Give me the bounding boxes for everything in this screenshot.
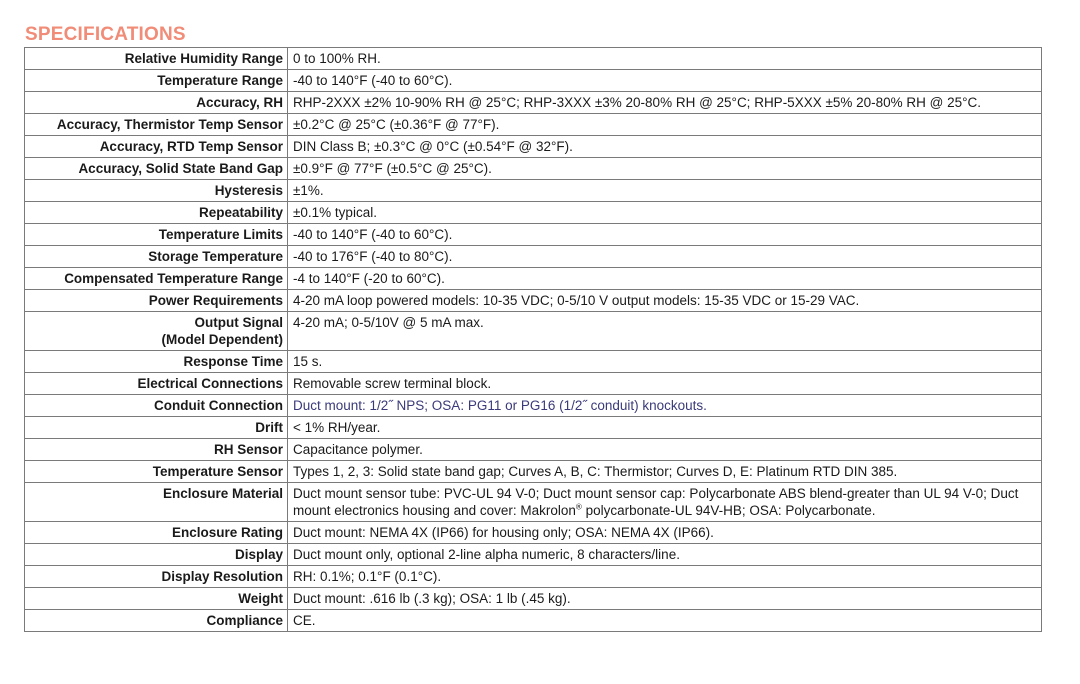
table-row xyxy=(25,70,1042,92)
table-row xyxy=(25,48,1042,70)
spec-value: ±1%. xyxy=(288,180,1042,202)
spec-label: Storage Temperature xyxy=(25,246,288,268)
spec-label: Accuracy, Thermistor Temp Sensor xyxy=(25,114,288,136)
table-row xyxy=(25,566,1042,588)
table-row xyxy=(25,312,1042,351)
specifications-section xyxy=(24,24,1042,632)
spec-label: Temperature Limits xyxy=(25,224,288,246)
section-title: SPECIFICATIONS xyxy=(25,24,186,45)
spec-value: RHP-2XXX ±2% 10-90% RH @ 25°C; RHP-3XXX ±3% 20-80% RH @ 25°C; RHP-5XXX ±5% 20-80% RH @ 25°C. xyxy=(288,92,1042,114)
spec-value: ±0.2°C @ 25°C (±0.36°F @ 77°F). xyxy=(288,114,1042,136)
spec-label: Compensated Temperature Range xyxy=(25,268,288,290)
spec-label: Relative Humidity Range xyxy=(25,48,288,70)
spec-value: RH: 0.1%; 0.1°F (0.1°C). xyxy=(288,566,1042,588)
spec-value: Types 1, 2, 3: Solid state band gap; Curves A, B, C: Thermistor; Curves D, E: Platinum RTD DIN 385. xyxy=(288,461,1042,483)
spec-label: Compliance xyxy=(25,610,288,632)
spec-label: Accuracy, RH xyxy=(25,92,288,114)
spec-label: Repeatability xyxy=(25,202,288,224)
spec-value: -40 to 140°F (-40 to 60°C). xyxy=(288,224,1042,246)
spec-label: Response Time xyxy=(25,351,288,373)
spec-label: Accuracy, Solid State Band Gap xyxy=(25,158,288,180)
table-row xyxy=(25,461,1042,483)
spec-value: Removable screw terminal block. xyxy=(288,373,1042,395)
spec-value: ±0.1% typical. xyxy=(288,202,1042,224)
spec-label: Display Resolution xyxy=(25,566,288,588)
registered-mark: ® xyxy=(575,502,582,512)
spec-label: Electrical Connections xyxy=(25,373,288,395)
spec-value: 0 to 100% RH. xyxy=(288,48,1042,70)
table-row xyxy=(25,180,1042,202)
spec-value: ±0.9°F @ 77°F (±0.5°C @ 25°C). xyxy=(288,158,1042,180)
table-row xyxy=(25,202,1042,224)
specifications-table xyxy=(24,47,1042,632)
table-row xyxy=(25,544,1042,566)
spec-label: Accuracy, RTD Temp Sensor xyxy=(25,136,288,158)
spec-value: 4-20 mA; 0-5/10V @ 5 mA max. xyxy=(288,312,1042,351)
table-row xyxy=(25,588,1042,610)
spec-label-line: Output Signal xyxy=(194,315,283,330)
table-row xyxy=(25,522,1042,544)
spec-value: Duct mount only, optional 2-line alpha numeric, 8 characters/line. xyxy=(288,544,1042,566)
table-row xyxy=(25,246,1042,268)
spec-label: Weight xyxy=(25,588,288,610)
spec-label: Conduit Connection xyxy=(25,395,288,417)
table-row xyxy=(25,417,1042,439)
spec-value: Duct mount: NEMA 4X (IP66) for housing only; OSA: NEMA 4X (IP66). xyxy=(288,522,1042,544)
spec-label: RH Sensor xyxy=(25,439,288,461)
table-row xyxy=(25,483,1042,522)
table-row xyxy=(25,268,1042,290)
spec-value-text: polycarbonate-UL 94V-HB; OSA: Polycarbonate. xyxy=(581,503,876,518)
table-row xyxy=(25,610,1042,632)
spec-value: DIN Class B; ±0.3°C @ 0°C (±0.54°F @ 32°F). xyxy=(288,136,1042,158)
spec-label-line: (Model Dependent) xyxy=(161,332,283,347)
spec-label: Enclosure Material xyxy=(25,483,288,522)
spec-label: Temperature Range xyxy=(25,70,288,92)
table-row xyxy=(25,351,1042,373)
table-row xyxy=(25,136,1042,158)
table-row xyxy=(25,373,1042,395)
spec-value: -40 to 140°F (-40 to 60°C). xyxy=(288,70,1042,92)
spec-value: < 1% RH/year. xyxy=(288,417,1042,439)
spec-value xyxy=(288,483,1042,522)
table-row xyxy=(25,439,1042,461)
spec-value: 4-20 mA loop powered models: 10-35 VDC; 0-5/10 V output models: 15-35 VDC or 15-29 VAC. xyxy=(288,290,1042,312)
table-row xyxy=(25,224,1042,246)
spec-value: 15 s. xyxy=(288,351,1042,373)
spec-label: Temperature Sensor xyxy=(25,461,288,483)
spec-value: CE. xyxy=(288,610,1042,632)
table-row xyxy=(25,114,1042,136)
table-row xyxy=(25,395,1042,417)
spec-value-text: Duct mount sensor tube: PVC-UL 94 V-0; Duct mount sensor cap: Polycarbonate ABS blend-greater than UL 94 V-0; Duct mount electronics housing and cover: Makrolon xyxy=(293,486,1019,518)
spec-value: -40 to 176°F (-40 to 80°C). xyxy=(288,246,1042,268)
spec-label: Power Requirements xyxy=(25,290,288,312)
spec-label: Enclosure Rating xyxy=(25,522,288,544)
spec-label xyxy=(25,312,288,351)
spec-value: Capacitance polymer. xyxy=(288,439,1042,461)
spec-value: Duct mount: .616 lb (.3 kg); OSA: 1 lb (.45 kg). xyxy=(288,588,1042,610)
spec-value: -4 to 140°F (-20 to 60°C). xyxy=(288,268,1042,290)
spec-label: Drift xyxy=(25,417,288,439)
spec-label: Hysteresis xyxy=(25,180,288,202)
table-row xyxy=(25,158,1042,180)
table-row xyxy=(25,92,1042,114)
spec-value: Duct mount: 1/2˝ NPS; OSA: PG11 or PG16 (1/2˝ conduit) knockouts. xyxy=(288,395,1042,417)
table-row xyxy=(25,290,1042,312)
spec-label: Display xyxy=(25,544,288,566)
